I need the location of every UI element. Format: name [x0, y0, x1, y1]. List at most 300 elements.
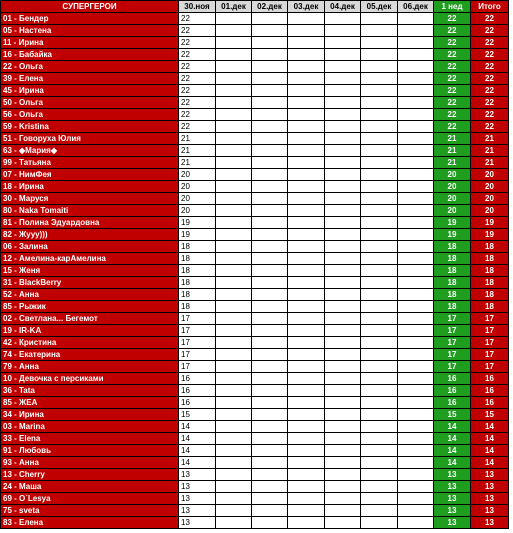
day-score-cell[interactable]: [398, 181, 434, 193]
day-score-cell[interactable]: [325, 481, 361, 493]
day-score-cell[interactable]: [216, 109, 252, 121]
day-score-cell[interactable]: [398, 277, 434, 289]
day-score-cell[interactable]: 22: [179, 13, 216, 25]
day-score-cell[interactable]: 17: [179, 313, 216, 325]
day-score-cell[interactable]: [216, 85, 252, 97]
day-score-cell[interactable]: [288, 25, 325, 37]
day-score-cell[interactable]: [216, 37, 252, 49]
week-score-cell[interactable]: 17: [434, 313, 471, 325]
day-score-cell[interactable]: [398, 133, 434, 145]
day-score-cell[interactable]: [398, 505, 434, 517]
day-score-cell[interactable]: [361, 265, 398, 277]
day-score-cell[interactable]: 22: [179, 121, 216, 133]
day-score-cell[interactable]: [398, 13, 434, 25]
day-score-cell[interactable]: [216, 289, 252, 301]
day-score-cell[interactable]: [398, 409, 434, 421]
day-score-cell[interactable]: [216, 73, 252, 85]
participant-name-cell[interactable]: 30 - Маруся: [1, 193, 179, 205]
day-score-cell[interactable]: 20: [179, 205, 216, 217]
day-score-cell[interactable]: [398, 337, 434, 349]
day-score-cell[interactable]: [252, 97, 288, 109]
total-score-cell[interactable]: 14: [471, 457, 509, 469]
day-score-cell[interactable]: [252, 517, 288, 529]
total-score-cell[interactable]: 13: [471, 517, 509, 529]
day-score-cell[interactable]: [325, 517, 361, 529]
day-score-cell[interactable]: [361, 217, 398, 229]
day-score-cell[interactable]: [216, 49, 252, 61]
day-score-cell[interactable]: [252, 181, 288, 193]
day-score-cell[interactable]: 17: [179, 337, 216, 349]
day-score-cell[interactable]: [216, 517, 252, 529]
day-score-cell[interactable]: [398, 49, 434, 61]
day-score-cell[interactable]: [288, 97, 325, 109]
participant-name-cell[interactable]: 56 - Ольга: [1, 109, 179, 121]
day-score-cell[interactable]: [252, 361, 288, 373]
day-score-cell[interactable]: [216, 433, 252, 445]
week-score-cell[interactable]: 18: [434, 241, 471, 253]
day-score-cell[interactable]: [398, 169, 434, 181]
day-score-cell[interactable]: 19: [179, 229, 216, 241]
total-score-cell[interactable]: 22: [471, 13, 509, 25]
total-score-cell[interactable]: 22: [471, 97, 509, 109]
total-score-cell[interactable]: 14: [471, 445, 509, 457]
total-score-cell[interactable]: 18: [471, 253, 509, 265]
week-score-cell[interactable]: 22: [434, 85, 471, 97]
day-score-cell[interactable]: [252, 481, 288, 493]
header-day-cell[interactable]: 04.дек: [325, 1, 361, 13]
day-score-cell[interactable]: [216, 361, 252, 373]
day-score-cell[interactable]: [288, 385, 325, 397]
day-score-cell[interactable]: [216, 133, 252, 145]
day-score-cell[interactable]: [216, 337, 252, 349]
participant-name-cell[interactable]: 99 - Татьяна: [1, 157, 179, 169]
day-score-cell[interactable]: [252, 469, 288, 481]
day-score-cell[interactable]: [361, 373, 398, 385]
day-score-cell[interactable]: [252, 289, 288, 301]
week-score-cell[interactable]: 22: [434, 61, 471, 73]
day-score-cell[interactable]: [325, 169, 361, 181]
day-score-cell[interactable]: 22: [179, 61, 216, 73]
day-score-cell[interactable]: [288, 457, 325, 469]
participant-name-cell[interactable]: 13 - Cherry: [1, 469, 179, 481]
day-score-cell[interactable]: [361, 445, 398, 457]
header-day-cell[interactable]: 05.дек: [361, 1, 398, 13]
day-score-cell[interactable]: [398, 61, 434, 73]
day-score-cell[interactable]: [361, 397, 398, 409]
day-score-cell[interactable]: [398, 361, 434, 373]
day-score-cell[interactable]: [216, 181, 252, 193]
day-score-cell[interactable]: [325, 73, 361, 85]
day-score-cell[interactable]: [361, 133, 398, 145]
day-score-cell[interactable]: [252, 301, 288, 313]
day-score-cell[interactable]: [325, 457, 361, 469]
day-score-cell[interactable]: [216, 229, 252, 241]
day-score-cell[interactable]: [398, 229, 434, 241]
day-score-cell[interactable]: [361, 457, 398, 469]
day-score-cell[interactable]: 20: [179, 169, 216, 181]
participant-name-cell[interactable]: 05 - Настена: [1, 25, 179, 37]
day-score-cell[interactable]: [361, 349, 398, 361]
day-score-cell[interactable]: [216, 481, 252, 493]
day-score-cell[interactable]: [361, 313, 398, 325]
day-score-cell[interactable]: [325, 505, 361, 517]
day-score-cell[interactable]: [361, 517, 398, 529]
day-score-cell[interactable]: [361, 13, 398, 25]
day-score-cell[interactable]: [398, 481, 434, 493]
day-score-cell[interactable]: [252, 241, 288, 253]
day-score-cell[interactable]: [361, 157, 398, 169]
day-score-cell[interactable]: 15: [179, 409, 216, 421]
day-score-cell[interactable]: [288, 445, 325, 457]
participant-name-cell[interactable]: 82 - Жууу))): [1, 229, 179, 241]
total-score-cell[interactable]: 22: [471, 37, 509, 49]
total-score-cell[interactable]: 22: [471, 73, 509, 85]
day-score-cell[interactable]: 17: [179, 349, 216, 361]
participant-name-cell[interactable]: 36 - Tata: [1, 385, 179, 397]
day-score-cell[interactable]: [325, 397, 361, 409]
day-score-cell[interactable]: [361, 229, 398, 241]
day-score-cell[interactable]: [325, 97, 361, 109]
day-score-cell[interactable]: [325, 217, 361, 229]
week-score-cell[interactable]: 22: [434, 37, 471, 49]
week-score-cell[interactable]: 17: [434, 349, 471, 361]
day-score-cell[interactable]: [398, 397, 434, 409]
day-score-cell[interactable]: [325, 385, 361, 397]
week-score-cell[interactable]: 13: [434, 481, 471, 493]
day-score-cell[interactable]: [398, 145, 434, 157]
day-score-cell[interactable]: [398, 289, 434, 301]
participant-name-cell[interactable]: 45 - Ирина: [1, 85, 179, 97]
day-score-cell[interactable]: [288, 73, 325, 85]
day-score-cell[interactable]: [361, 301, 398, 313]
day-score-cell[interactable]: [288, 373, 325, 385]
day-score-cell[interactable]: [361, 253, 398, 265]
week-score-cell[interactable]: 18: [434, 277, 471, 289]
day-score-cell[interactable]: [398, 385, 434, 397]
day-score-cell[interactable]: [216, 169, 252, 181]
day-score-cell[interactable]: [288, 265, 325, 277]
participant-name-cell[interactable]: 11 - Ирина: [1, 37, 179, 49]
week-score-cell[interactable]: 22: [434, 121, 471, 133]
day-score-cell[interactable]: [325, 313, 361, 325]
week-score-cell[interactable]: 22: [434, 49, 471, 61]
day-score-cell[interactable]: [288, 517, 325, 529]
day-score-cell[interactable]: [288, 157, 325, 169]
day-score-cell[interactable]: [325, 229, 361, 241]
day-score-cell[interactable]: [398, 373, 434, 385]
day-score-cell[interactable]: [325, 49, 361, 61]
day-score-cell[interactable]: [252, 205, 288, 217]
day-score-cell[interactable]: [288, 277, 325, 289]
participant-name-cell[interactable]: 51 - Говоруха Юлия: [1, 133, 179, 145]
day-score-cell[interactable]: [252, 145, 288, 157]
participant-name-cell[interactable]: 16 - Бабайка: [1, 49, 179, 61]
week-score-cell[interactable]: 19: [434, 229, 471, 241]
day-score-cell[interactable]: [361, 49, 398, 61]
header-day-cell[interactable]: 01.дек: [216, 1, 252, 13]
day-score-cell[interactable]: [288, 337, 325, 349]
day-score-cell[interactable]: [216, 265, 252, 277]
day-score-cell[interactable]: [361, 337, 398, 349]
day-score-cell[interactable]: [325, 433, 361, 445]
day-score-cell[interactable]: [252, 493, 288, 505]
day-score-cell[interactable]: 18: [179, 277, 216, 289]
day-score-cell[interactable]: [288, 181, 325, 193]
total-score-cell[interactable]: 19: [471, 217, 509, 229]
week-score-cell[interactable]: 13: [434, 517, 471, 529]
day-score-cell[interactable]: [216, 157, 252, 169]
week-score-cell[interactable]: 22: [434, 97, 471, 109]
total-score-cell[interactable]: 17: [471, 325, 509, 337]
participant-name-cell[interactable]: 18 - Ирина: [1, 181, 179, 193]
day-score-cell[interactable]: [288, 469, 325, 481]
participant-name-cell[interactable]: 02 - Светлана... Бегемот: [1, 313, 179, 325]
participant-name-cell[interactable]: 01 - Бендер: [1, 13, 179, 25]
day-score-cell[interactable]: [398, 73, 434, 85]
week-score-cell[interactable]: 14: [434, 433, 471, 445]
day-score-cell[interactable]: [252, 385, 288, 397]
header-name-cell[interactable]: СУПЕРГЕРОИ: [1, 1, 179, 13]
total-score-cell[interactable]: 13: [471, 493, 509, 505]
day-score-cell[interactable]: [325, 265, 361, 277]
day-score-cell[interactable]: 14: [179, 421, 216, 433]
total-score-cell[interactable]: 19: [471, 229, 509, 241]
total-score-cell[interactable]: 20: [471, 181, 509, 193]
day-score-cell[interactable]: [361, 409, 398, 421]
day-score-cell[interactable]: [325, 181, 361, 193]
day-score-cell[interactable]: [398, 109, 434, 121]
week-score-cell[interactable]: 17: [434, 337, 471, 349]
day-score-cell[interactable]: [398, 493, 434, 505]
day-score-cell[interactable]: [288, 397, 325, 409]
day-score-cell[interactable]: [398, 193, 434, 205]
day-score-cell[interactable]: [288, 49, 325, 61]
day-score-cell[interactable]: [216, 445, 252, 457]
total-score-cell[interactable]: 18: [471, 241, 509, 253]
week-score-cell[interactable]: 16: [434, 397, 471, 409]
day-score-cell[interactable]: [361, 433, 398, 445]
day-score-cell[interactable]: [252, 313, 288, 325]
participant-name-cell[interactable]: 33 - Elena: [1, 433, 179, 445]
week-score-cell[interactable]: 14: [434, 421, 471, 433]
total-score-cell[interactable]: 17: [471, 313, 509, 325]
week-score-cell[interactable]: 22: [434, 109, 471, 121]
day-score-cell[interactable]: [325, 25, 361, 37]
day-score-cell[interactable]: 18: [179, 289, 216, 301]
day-score-cell[interactable]: [288, 37, 325, 49]
day-score-cell[interactable]: [361, 121, 398, 133]
day-score-cell[interactable]: 21: [179, 157, 216, 169]
week-score-cell[interactable]: 20: [434, 169, 471, 181]
participant-name-cell[interactable]: 10 - Девочка с персиками: [1, 373, 179, 385]
week-score-cell[interactable]: 19: [434, 217, 471, 229]
total-score-cell[interactable]: 13: [471, 481, 509, 493]
day-score-cell[interactable]: 17: [179, 361, 216, 373]
day-score-cell[interactable]: [216, 97, 252, 109]
day-score-cell[interactable]: [398, 313, 434, 325]
day-score-cell[interactable]: [288, 61, 325, 73]
participant-name-cell[interactable]: 63 - ◆Мария◆: [1, 145, 179, 157]
day-score-cell[interactable]: [216, 61, 252, 73]
participant-name-cell[interactable]: 39 - Елена: [1, 73, 179, 85]
day-score-cell[interactable]: [361, 97, 398, 109]
day-score-cell[interactable]: [288, 325, 325, 337]
day-score-cell[interactable]: [325, 349, 361, 361]
participant-name-cell[interactable]: 24 - Маша: [1, 481, 179, 493]
day-score-cell[interactable]: [252, 37, 288, 49]
participant-name-cell[interactable]: 79 - Анна: [1, 361, 179, 373]
day-score-cell[interactable]: [361, 481, 398, 493]
day-score-cell[interactable]: [216, 457, 252, 469]
day-score-cell[interactable]: [398, 121, 434, 133]
header-day-cell[interactable]: 02.дек: [252, 1, 288, 13]
day-score-cell[interactable]: [288, 229, 325, 241]
total-score-cell[interactable]: 18: [471, 301, 509, 313]
week-score-cell[interactable]: 20: [434, 205, 471, 217]
week-score-cell[interactable]: 18: [434, 265, 471, 277]
day-score-cell[interactable]: [325, 373, 361, 385]
participant-name-cell[interactable]: 74 - Екатерина: [1, 349, 179, 361]
week-score-cell[interactable]: 21: [434, 145, 471, 157]
day-score-cell[interactable]: 13: [179, 481, 216, 493]
day-score-cell[interactable]: [398, 349, 434, 361]
day-score-cell[interactable]: [288, 169, 325, 181]
day-score-cell[interactable]: [398, 469, 434, 481]
day-score-cell[interactable]: 13: [179, 517, 216, 529]
participant-name-cell[interactable]: 31 - BlackBerry: [1, 277, 179, 289]
total-score-cell[interactable]: 14: [471, 421, 509, 433]
day-score-cell[interactable]: [252, 373, 288, 385]
day-score-cell[interactable]: [216, 409, 252, 421]
day-score-cell[interactable]: [216, 349, 252, 361]
day-score-cell[interactable]: [325, 361, 361, 373]
day-score-cell[interactable]: 22: [179, 73, 216, 85]
day-score-cell[interactable]: 22: [179, 97, 216, 109]
day-score-cell[interactable]: [398, 325, 434, 337]
day-score-cell[interactable]: [361, 109, 398, 121]
day-score-cell[interactable]: [252, 445, 288, 457]
week-score-cell[interactable]: 22: [434, 73, 471, 85]
day-score-cell[interactable]: 13: [179, 469, 216, 481]
week-score-cell[interactable]: 14: [434, 457, 471, 469]
day-score-cell[interactable]: [252, 25, 288, 37]
day-score-cell[interactable]: [216, 121, 252, 133]
header-day-cell[interactable]: 06.дек: [398, 1, 434, 13]
day-score-cell[interactable]: [288, 361, 325, 373]
day-score-cell[interactable]: [216, 241, 252, 253]
day-score-cell[interactable]: [361, 145, 398, 157]
day-score-cell[interactable]: [288, 253, 325, 265]
day-score-cell[interactable]: [325, 409, 361, 421]
day-score-cell[interactable]: [252, 505, 288, 517]
day-score-cell[interactable]: [288, 205, 325, 217]
day-score-cell[interactable]: [252, 457, 288, 469]
day-score-cell[interactable]: [361, 385, 398, 397]
day-score-cell[interactable]: [398, 97, 434, 109]
day-score-cell[interactable]: [216, 193, 252, 205]
day-score-cell[interactable]: [398, 241, 434, 253]
day-score-cell[interactable]: [361, 85, 398, 97]
participant-name-cell[interactable]: 83 - Елена: [1, 517, 179, 529]
participant-name-cell[interactable]: 19 - IR-KA: [1, 325, 179, 337]
day-score-cell[interactable]: [398, 445, 434, 457]
participant-name-cell[interactable]: 69 - O`Lesya: [1, 493, 179, 505]
day-score-cell[interactable]: [361, 205, 398, 217]
day-score-cell[interactable]: [361, 241, 398, 253]
day-score-cell[interactable]: 14: [179, 445, 216, 457]
day-score-cell[interactable]: [252, 277, 288, 289]
day-score-cell[interactable]: [398, 421, 434, 433]
day-score-cell[interactable]: 22: [179, 25, 216, 37]
day-score-cell[interactable]: [325, 289, 361, 301]
total-score-cell[interactable]: 16: [471, 385, 509, 397]
day-score-cell[interactable]: [325, 205, 361, 217]
day-score-cell[interactable]: [398, 205, 434, 217]
day-score-cell[interactable]: [252, 421, 288, 433]
day-score-cell[interactable]: [216, 397, 252, 409]
participant-name-cell[interactable]: 15 - Женя: [1, 265, 179, 277]
day-score-cell[interactable]: [288, 13, 325, 25]
total-score-cell[interactable]: 16: [471, 373, 509, 385]
day-score-cell[interactable]: [288, 217, 325, 229]
day-score-cell[interactable]: [325, 13, 361, 25]
day-score-cell[interactable]: [398, 253, 434, 265]
week-score-cell[interactable]: 16: [434, 373, 471, 385]
participant-name-cell[interactable]: 52 - Анна: [1, 289, 179, 301]
participant-name-cell[interactable]: 85 - Рыжик: [1, 301, 179, 313]
day-score-cell[interactable]: [398, 85, 434, 97]
participant-name-cell[interactable]: 81 - Полина Эдуардовна: [1, 217, 179, 229]
week-score-cell[interactable]: 22: [434, 13, 471, 25]
day-score-cell[interactable]: [398, 517, 434, 529]
participant-name-cell[interactable]: 07 - НимФея: [1, 169, 179, 181]
total-score-cell[interactable]: 22: [471, 85, 509, 97]
day-score-cell[interactable]: [216, 205, 252, 217]
day-score-cell[interactable]: [325, 301, 361, 313]
day-score-cell[interactable]: 22: [179, 37, 216, 49]
day-score-cell[interactable]: [252, 49, 288, 61]
week-score-cell[interactable]: 21: [434, 157, 471, 169]
day-score-cell[interactable]: [216, 301, 252, 313]
total-score-cell[interactable]: 22: [471, 25, 509, 37]
day-score-cell[interactable]: [216, 493, 252, 505]
day-score-cell[interactable]: [216, 469, 252, 481]
day-score-cell[interactable]: [288, 421, 325, 433]
day-score-cell[interactable]: 18: [179, 241, 216, 253]
day-score-cell[interactable]: 19: [179, 217, 216, 229]
participant-name-cell[interactable]: 12 - Амелина-карАмелина: [1, 253, 179, 265]
participant-name-cell[interactable]: 59 - Kristina: [1, 121, 179, 133]
week-score-cell[interactable]: 18: [434, 301, 471, 313]
day-score-cell[interactable]: 14: [179, 457, 216, 469]
day-score-cell[interactable]: [325, 193, 361, 205]
day-score-cell[interactable]: 21: [179, 145, 216, 157]
day-score-cell[interactable]: [288, 301, 325, 313]
day-score-cell[interactable]: [325, 493, 361, 505]
day-score-cell[interactable]: [252, 253, 288, 265]
participant-name-cell[interactable]: 80 - Naka Tomaiti: [1, 205, 179, 217]
day-score-cell[interactable]: [288, 109, 325, 121]
day-score-cell[interactable]: [252, 13, 288, 25]
day-score-cell[interactable]: 20: [179, 193, 216, 205]
day-score-cell[interactable]: [252, 133, 288, 145]
total-score-cell[interactable]: 20: [471, 193, 509, 205]
week-score-cell[interactable]: 13: [434, 493, 471, 505]
participant-name-cell[interactable]: 50 - Ольга: [1, 97, 179, 109]
day-score-cell[interactable]: [216, 145, 252, 157]
day-score-cell[interactable]: [288, 505, 325, 517]
day-score-cell[interactable]: [252, 433, 288, 445]
